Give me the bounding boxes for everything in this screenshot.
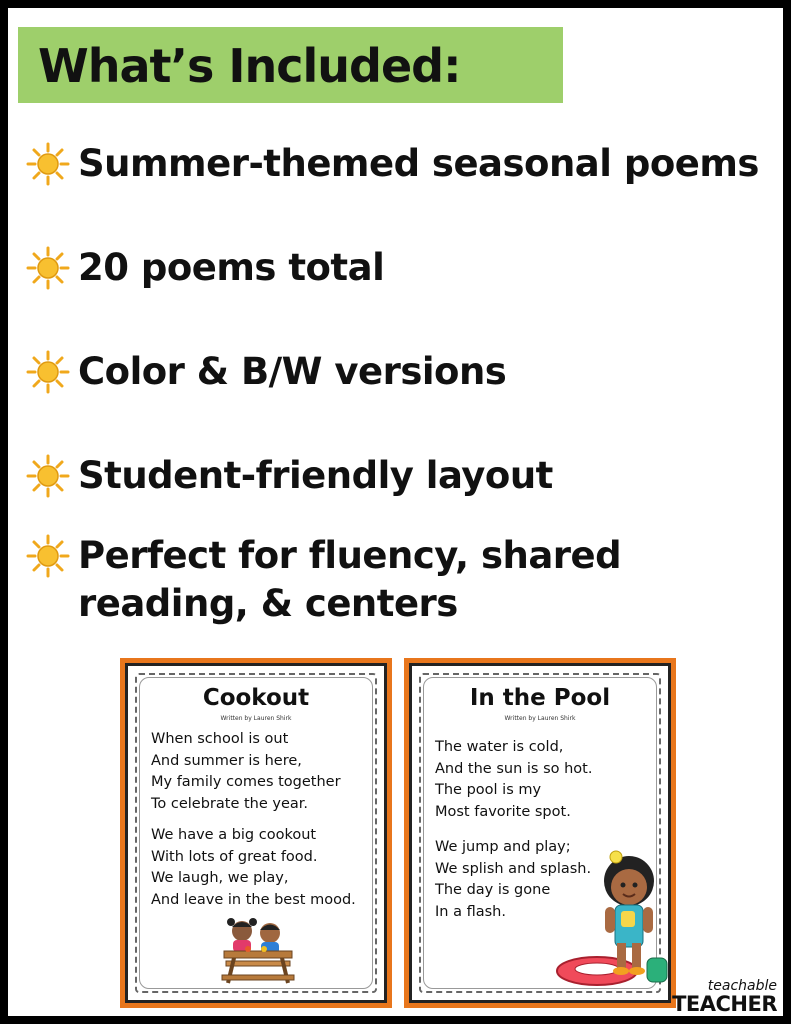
bullet-line: reading, & centers xyxy=(78,582,458,625)
poem-line: We have a big cookout xyxy=(151,827,317,843)
bullet-line: Perfect for fluency, shared xyxy=(78,534,622,577)
teachable-teacher-logo xyxy=(672,978,777,1014)
poem-line: With lots of great food. xyxy=(151,848,318,865)
bullet-text: Color & B/W versions xyxy=(78,350,507,393)
poem-line: We laugh, we play, xyxy=(151,870,289,886)
sun-icon xyxy=(26,454,70,498)
poem-stanza xyxy=(151,825,356,911)
bullet-text xyxy=(78,532,621,628)
page xyxy=(8,8,783,1016)
title-banner xyxy=(18,27,563,103)
poem-line: The water is cold, xyxy=(435,739,564,755)
poem-line: And summer is here, xyxy=(151,752,302,769)
poem-line: When school is out xyxy=(151,731,289,747)
poem-line: The day is gone xyxy=(435,882,551,898)
bullet-item xyxy=(26,532,621,628)
poem-line: We jump and play; xyxy=(435,839,571,855)
poem-line: My family comes together xyxy=(151,774,341,790)
bullet-item xyxy=(26,452,553,500)
poem-title: Cookout xyxy=(202,685,310,711)
poem-line: Most favorite spot. xyxy=(435,803,571,820)
poem-line: To celebrate the year. xyxy=(151,795,309,812)
poem-line: The pool is my xyxy=(435,782,542,798)
bullet-text: 20 poems total xyxy=(78,246,385,289)
bullet-text: Summer-themed seasonal poems xyxy=(78,142,759,185)
sun-icon xyxy=(26,142,70,186)
poem-line: And leave in the best mood. xyxy=(151,891,356,908)
poem-card-cookout xyxy=(120,658,392,1008)
poem-byline: Written by Lauren Shirk xyxy=(220,715,292,722)
poem-stanza xyxy=(151,729,341,815)
poem-card-in-the-pool xyxy=(404,658,676,1008)
sun-icon xyxy=(26,246,70,290)
brand-small-text: teachable xyxy=(707,978,777,994)
poem-line: And the sun is so hot. xyxy=(435,760,593,777)
pool-girl-illustration xyxy=(553,843,669,993)
picnic-illustration xyxy=(218,913,298,989)
bullet-text: Student-friendly layout xyxy=(78,454,553,497)
sun-icon xyxy=(26,350,70,394)
bullet-item xyxy=(26,140,759,188)
poem-line: In a flash. xyxy=(435,903,506,920)
brand-big-text: TEACHER xyxy=(672,992,777,1016)
poem-byline: Written by Lauren Shirk xyxy=(504,715,576,722)
bullet-item xyxy=(26,244,384,292)
poem-line: We splish and splash. xyxy=(435,860,592,877)
poem-stanza xyxy=(435,737,592,823)
bullet-item xyxy=(26,348,506,396)
sun-icon xyxy=(26,534,70,578)
poem-title: In the Pool xyxy=(469,685,611,711)
page-title: What’s Included: xyxy=(38,39,461,93)
